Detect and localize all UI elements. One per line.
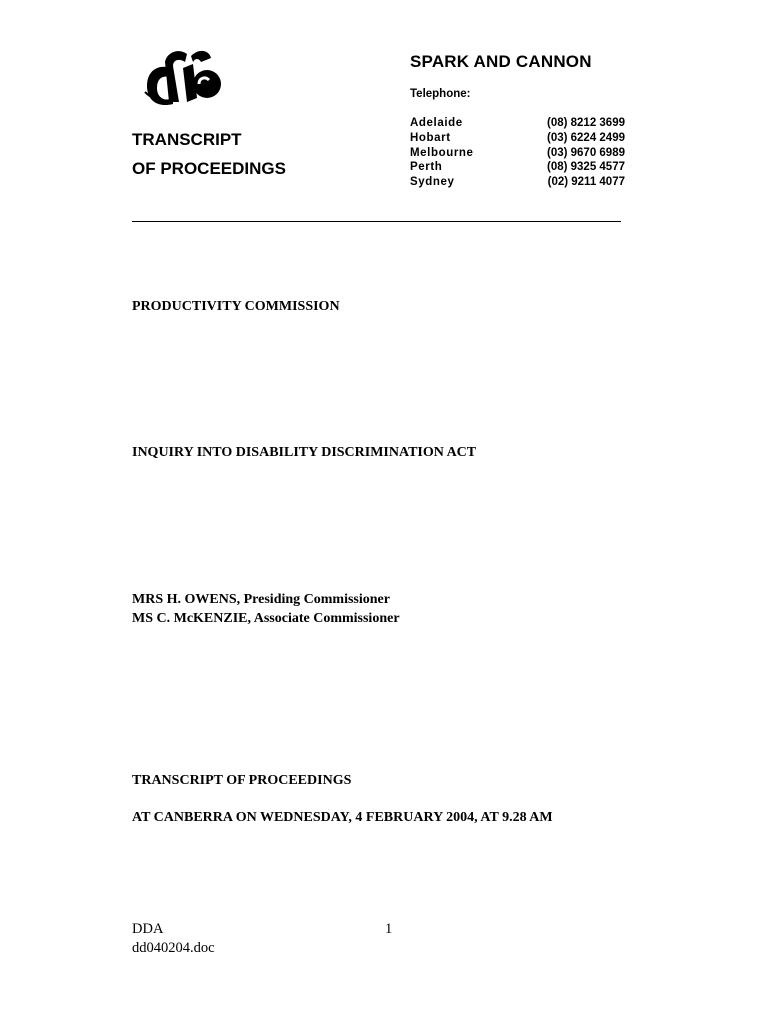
office-row-adelaide [410,116,625,131]
inquiry-title: INQUIRY INTO DISABILITY DISCRIMINATION ACT [132,445,477,460]
office-row-sydney [410,175,625,190]
office-row-perth [410,160,625,175]
footer-code: DDA [132,921,164,937]
firm-name: SPARK AND CANNON [410,52,592,71]
office-city: Hobart [410,131,451,144]
footer-filename: dd040204.doc [132,940,215,956]
office-phone: (02) 9211 4077 [547,176,625,189]
spark-and-cannon-logo-icon [143,48,223,106]
commissioners-list [132,591,400,628]
office-row-melbourne [410,146,625,161]
office-city: Sydney [410,176,455,189]
office-phone: (03) 9670 6989 [546,146,625,159]
title-line-1: TRANSCRIPT [132,130,242,149]
office-phone-list [410,116,625,190]
document-title [132,125,286,183]
footer-document-info [132,920,215,958]
commissioner-presiding: MRS H. OWENS, Presiding Commissioner [132,592,390,607]
title-line-2: OF PROCEEDINGS [132,159,286,178]
page-number: 1 [385,921,393,937]
office-city: Perth [410,161,443,174]
office-row-hobart [410,131,625,146]
office-phone: (08) 8212 3699 [546,117,625,129]
commission-name: PRODUCTIVITY COMMISSION [132,299,340,314]
commissioner-associate: MS C. McKENZIE, Associate Commissioner [132,610,400,626]
office-city: Adelaide [410,117,463,129]
header-divider [132,221,621,222]
transcript-heading: TRANSCRIPT OF PROCEEDINGS [132,773,352,788]
telephone-label: Telephone: [410,88,471,100]
office-phone: (08) 9325 4577 [546,161,625,174]
hearing-location-date: AT CANBERRA ON WEDNESDAY, 4 FEBRUARY 2004, AT 9.28 AM [132,810,553,825]
office-phone: (03) 6224 2499 [546,131,625,144]
office-city: Melbourne [410,146,474,159]
